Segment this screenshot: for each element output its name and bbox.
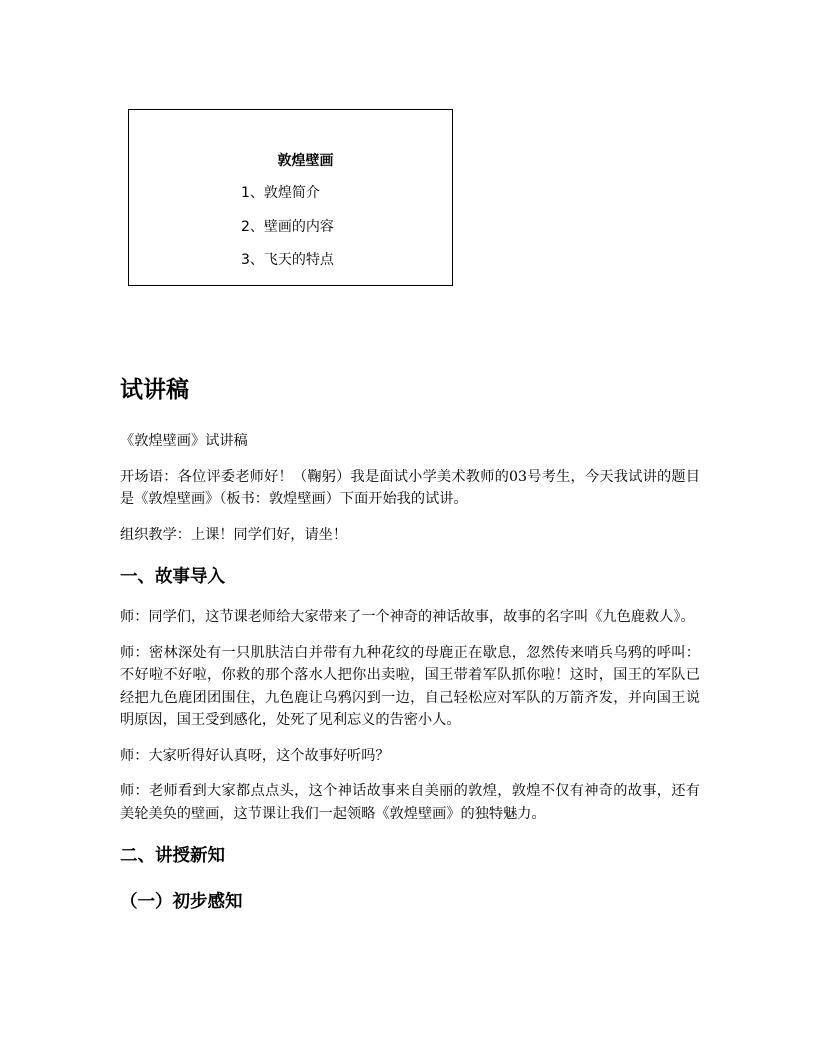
subsection-title-perception: （一）初步感知 [120, 892, 243, 912]
board-item-2: 2、壁画的内容 [241, 219, 334, 235]
story-paragraph: 师：老师看到大家都点点头，这个神话故事来自美丽的敦煌，敦煌不仅有神奇的故事，还有美轮美奂的壁画，这节课让我们一起领略《敦煌壁画》的独特魅力。 [120, 783, 700, 822]
document-heading: 试讲稿 [120, 376, 189, 403]
section-title-teaching: 二、讲授新知 [120, 846, 225, 866]
story-paragraph: 师：密林深处有一只肌肤洁白并带有九种花纹的母鹿正在歇息，忽然传来哨兵乌鸦的呼叫：不好啦不好啦，你救的那个落水人把你出卖啦，国王带着军队抓你啦！这时，国王的军队已经把九色鹿团团围住，九色鹿让乌鸦闪到一边，自己轻松应对军队的万箭齐发，并向国王说明原因，国王受到感化，处死了见利忘义的告密小人。 [120, 644, 700, 728]
story-paragraph: 师：大家听得好认真呀，这个故事好听吗？ [120, 747, 390, 764]
board-title: 敦煌壁画 [277, 153, 334, 169]
blackboard-design-box [128, 109, 453, 286]
board-item-1: 1、敦煌简介 [241, 185, 320, 201]
document-subtitle: 《敦煌壁画》试讲稿 [120, 433, 248, 449]
organize-paragraph: 组织教学：上课！同学们好，请坐！ [120, 526, 348, 543]
story-paragraph: 师：同学们，这节课老师给大家带来了一个神奇的神话故事，故事的名字叫《九色鹿救人》。 [120, 609, 695, 625]
board-item-3: 3、飞天的特点 [241, 252, 334, 268]
document-body [120, 374, 700, 915]
section-title-story: 一、故事导入 [120, 567, 225, 587]
opening-paragraph: 开场语：各位评委老师好！（鞠躬）我是面试小学美术教师的03号考生，今天我试讲的题目是《敦煌壁画》（板书：敦煌壁画）下面开始我的试讲。 [120, 468, 700, 507]
